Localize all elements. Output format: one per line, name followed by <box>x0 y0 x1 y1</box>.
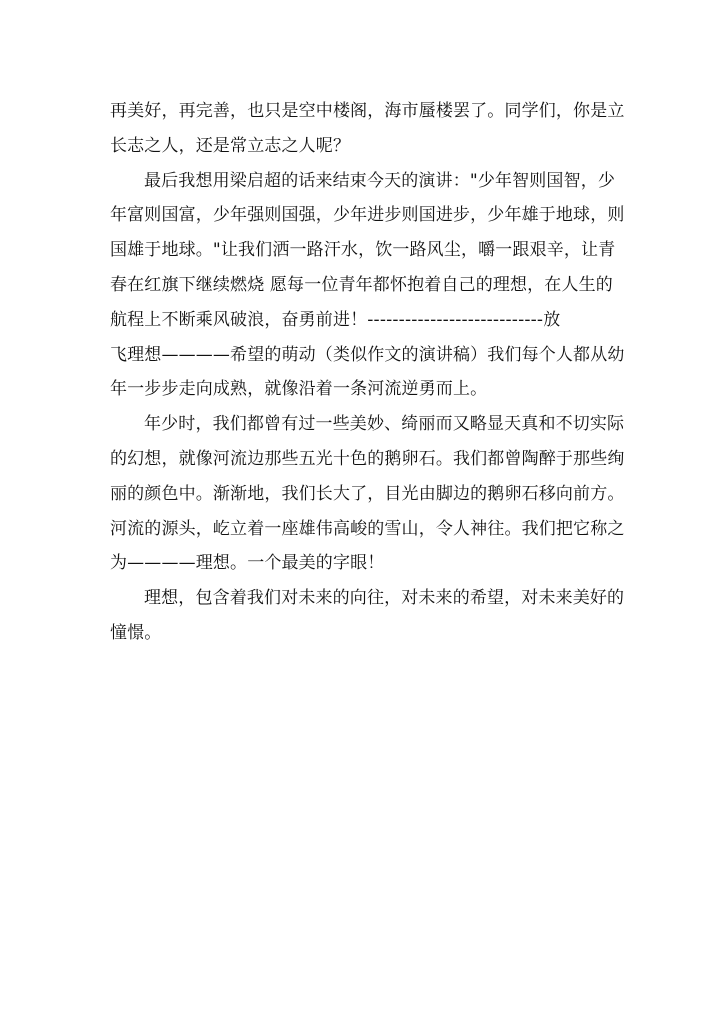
text-line: 国雄于地球。"让我们洒一路汗水，饮一路风尘，嚼一跟艰辛，让青 <box>110 240 616 261</box>
paragraph-first-line: 理想，包含着我们对未来的向往，对未来的希望，对未来美好的 <box>144 588 625 609</box>
text-line: 年富则国富，少年强则国强，少年进步则国进步，少年雄于地球，则 <box>110 205 625 226</box>
text-line: 春在红旗下继续燃烧 愿每一位青年都怀抱着自己的理想，在人生的 <box>110 274 613 295</box>
text-line: 憧憬。 <box>110 622 162 643</box>
text-line: 再美好，再完善，也只是空中楼阁，海市蜃楼罢了。同学们，你是立 <box>110 101 625 121</box>
paragraph-first-line: 年少时，我们都曾有过一些美妙、绮丽而又略显天真和不切实际 <box>144 414 625 435</box>
text-line: 长志之人，还是常立志之人呢？ <box>110 135 351 156</box>
text-line: 河流的源头，屹立着一座雄伟高峻的雪山，令人神往。我们把它称之 <box>110 518 625 539</box>
text-line: 年一步步走向成熟，就像沿着一条河流逆勇而上。 <box>110 379 488 400</box>
text-line: 飞理想————希望的萌动（类似作文的演讲稿）我们每个人都从幼 <box>110 344 625 365</box>
body-text <box>110 94 625 651</box>
text-line: 的幻想，就像河流边那些五光十色的鹅卵石。我们都曾陶醉于那些绚 <box>110 448 625 469</box>
text-line: 为————理想。一个最美的字眼！ <box>110 553 385 574</box>
text-line: 丽的颜色中。渐渐地，我们长大了，目光由脚边的鹅卵石移向前方。 <box>110 483 625 504</box>
text-line: 航程上不断乘风破浪，奋勇前进！----------------------------放 <box>110 309 561 330</box>
paragraph-first-line: 最后我想用梁启超的话来结束今天的演讲："少年智则国智，少 <box>144 170 616 191</box>
